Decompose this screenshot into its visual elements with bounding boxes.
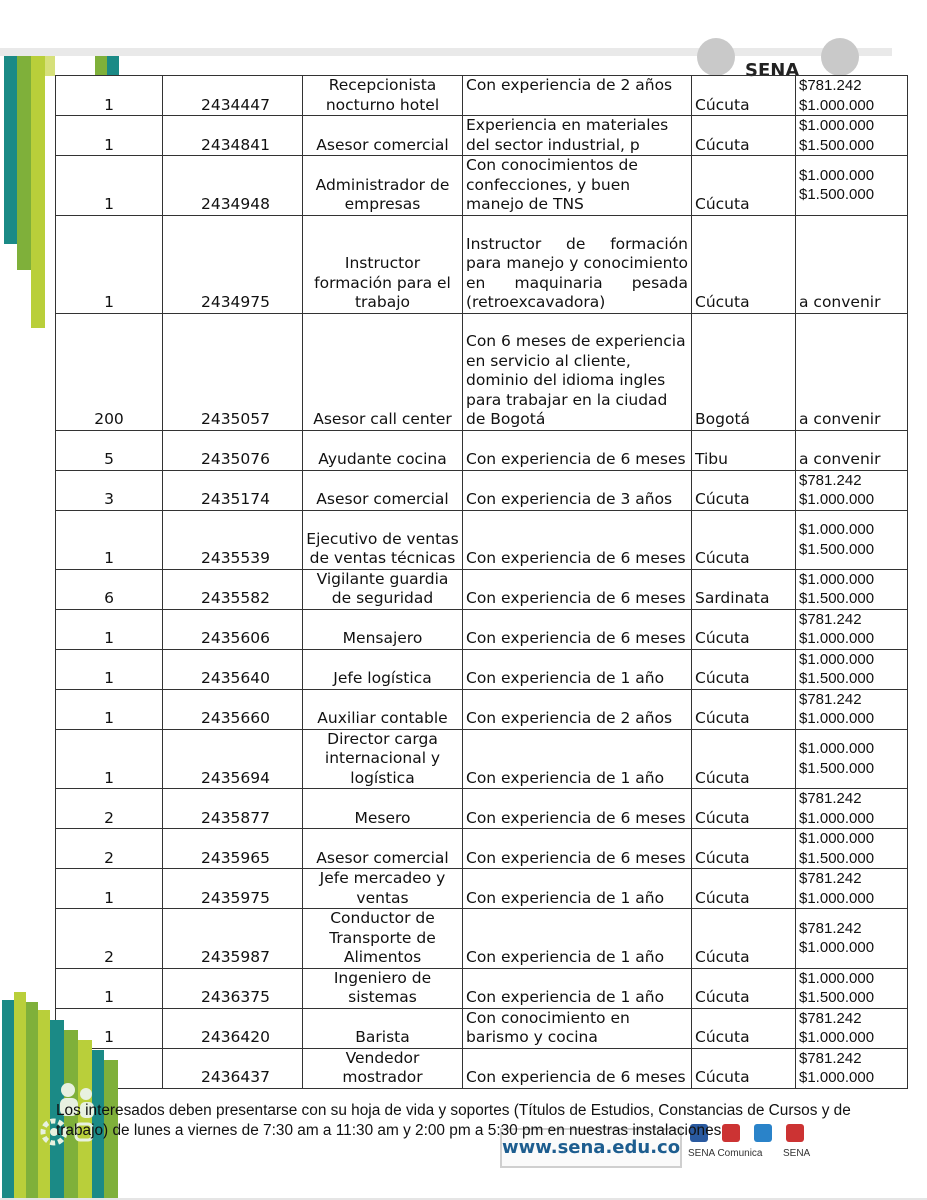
salary-cell	[796, 430, 908, 470]
city-cell: Cúcuta	[692, 729, 796, 789]
salary-value: $1.000.000	[799, 969, 875, 987]
position-cell: Mesero	[303, 789, 463, 829]
quantity-cell: 1	[56, 968, 163, 1008]
salary-value: $1.000.000	[799, 830, 875, 847]
salary-value: $1.500.000	[799, 759, 875, 777]
city-cell: Cúcuta	[692, 869, 796, 909]
table-row	[56, 430, 908, 470]
salary-cell	[796, 729, 908, 789]
requirements-cell: Con experiencia de 1 año	[463, 968, 692, 1008]
code-cell: 2435975	[163, 869, 303, 909]
position-cell: Recepcionista nocturno hotel	[303, 76, 463, 116]
position-cell: Barista	[303, 1008, 463, 1048]
table-row	[56, 829, 908, 869]
quantity-cell: 1	[56, 689, 163, 729]
quantity-cell: 1	[56, 76, 163, 116]
requirements-cell: Instructor de formación para manejo y conocimiento en maquinaria pesada (retroexcavadora)	[463, 215, 692, 313]
position-cell: Ayudante cocina	[303, 430, 463, 470]
salary-value: $1.500.000	[799, 136, 875, 154]
sena-logo-top	[697, 38, 861, 81]
position-cell: Auxiliar contable	[303, 689, 463, 729]
city-cell: Cúcuta	[692, 470, 796, 510]
city-cell: Cúcuta	[692, 609, 796, 649]
salary-value: $781.242	[799, 919, 862, 937]
salary-cell	[796, 569, 908, 609]
city-cell: Cúcuta	[692, 215, 796, 313]
position-cell: Vendedor mostrador	[303, 1048, 463, 1088]
salary-value: $781.242	[799, 790, 862, 807]
salary-value: $1.000.000	[799, 889, 875, 907]
salary-cell	[796, 1008, 908, 1048]
city-cell: Cúcuta	[692, 510, 796, 569]
table-row	[56, 156, 908, 216]
position-cell: Vigilante guardia de seguridad	[303, 569, 463, 609]
city-cell: Cúcuta	[692, 76, 796, 116]
job-offers-body	[56, 76, 908, 1089]
city-cell: Tibu	[692, 430, 796, 470]
code-cell: 2436420	[163, 1008, 303, 1048]
code-cell: 2434975	[163, 215, 303, 313]
code-cell: 2435606	[163, 609, 303, 649]
table-row	[56, 649, 908, 689]
quantity-cell: 1	[56, 649, 163, 689]
city-cell: Bogotá	[692, 313, 796, 430]
salary-value: $1.000.000	[799, 521, 875, 538]
salary-cell	[796, 789, 908, 829]
salary-value: $1.500.000	[799, 670, 875, 687]
salary-value: $1.500.000	[799, 849, 875, 867]
salary-value: $1.500.000	[799, 540, 875, 558]
table-row	[56, 789, 908, 829]
salary-value: a convenir	[799, 410, 881, 428]
table-row	[56, 1008, 908, 1048]
code-cell: 2435057	[163, 313, 303, 430]
table-row	[56, 76, 908, 116]
salary-value: $1.000.000	[799, 809, 875, 827]
position-cell: Jefe logística	[303, 649, 463, 689]
salary-cell	[796, 313, 908, 430]
salary-cell	[796, 609, 908, 649]
salary-value: a convenir	[799, 293, 881, 311]
salary-value: $1.000.000	[799, 740, 875, 758]
salary-value: $1.000.000	[799, 570, 875, 588]
position-cell: Ejecutivo de ventas de ventas técnicas	[303, 510, 463, 569]
requirements-cell: Con conocimiento en barismo y cocina	[463, 1008, 692, 1048]
quantity-cell: 200	[56, 313, 163, 430]
quantity-cell: 2	[56, 909, 163, 969]
quantity-cell: 1	[56, 1008, 163, 1048]
requirements-cell: Con experiencia de 6 meses	[463, 789, 692, 829]
salary-cell	[796, 689, 908, 729]
city-cell: Cúcuta	[692, 649, 796, 689]
salary-value: $781.242	[799, 610, 862, 628]
salary-value: $1.000.000	[799, 117, 875, 134]
code-cell: 2435174	[163, 470, 303, 510]
position-cell: Asesor call center	[303, 313, 463, 430]
sena-label: SENA	[783, 1148, 811, 1159]
code-cell: 2435582	[163, 569, 303, 609]
code-cell: 2435877	[163, 789, 303, 829]
code-cell: 2434447	[163, 76, 303, 116]
position-cell: Instructor formación para el trabajo	[303, 215, 463, 313]
salary-value: $781.242	[799, 471, 862, 489]
requirements-cell: Con experiencia de 1 año	[463, 649, 692, 689]
sena-comunica-label: SENA Comunica	[688, 1148, 763, 1159]
city-cell: Cúcuta	[692, 909, 796, 969]
quantity-cell: 1	[56, 609, 163, 649]
table-row	[56, 968, 908, 1008]
code-cell: 2435660	[163, 689, 303, 729]
city-cell: Cúcuta	[692, 689, 796, 729]
requirements-cell: Con experiencia de 6 meses	[463, 430, 692, 470]
code-cell: 2435640	[163, 649, 303, 689]
requirements-cell: Con experiencia de 2 años	[463, 76, 692, 116]
salary-cell	[796, 215, 908, 313]
requirements-cell: Con experiencia de 3 años	[463, 470, 692, 510]
salary-value: $1.000.000	[799, 166, 875, 184]
requirements-cell: Con experiencia de 1 año	[463, 909, 692, 969]
table-row	[56, 116, 908, 156]
requirements-cell: Con conocimientos de confecciones, y buen manejo de TNS	[463, 156, 692, 216]
table-row	[56, 569, 908, 609]
quantity-cell: 1	[56, 510, 163, 569]
quantity-cell: 1	[56, 156, 163, 216]
city-cell: Cúcuta	[692, 1008, 796, 1048]
table-row	[56, 869, 908, 909]
position-cell: Mensajero	[303, 609, 463, 649]
salary-value: $1.000.000	[799, 939, 875, 957]
city-cell: Sardinata	[692, 569, 796, 609]
quantity-cell: 1	[56, 215, 163, 313]
code-cell: 2435987	[163, 909, 303, 969]
salary-value: $1.000.000	[799, 491, 875, 508]
position-cell: Ingeniero de sistemas	[303, 968, 463, 1008]
requirements-cell: Con experiencia de 6 meses	[463, 510, 692, 569]
quantity-cell: 1	[56, 729, 163, 789]
table-row	[56, 609, 908, 649]
quantity-cell: 3	[56, 470, 163, 510]
requirements-cell: Experiencia en materiales del sector industrial, p	[463, 116, 692, 156]
quantity-cell: 1	[56, 869, 163, 909]
requirements-cell: Con experiencia de 6 meses	[463, 829, 692, 869]
salary-cell	[796, 470, 908, 510]
quantity-cell: 1	[56, 116, 163, 156]
salary-value: $1.000.000	[799, 1069, 875, 1086]
code-cell: 2436437	[163, 1048, 303, 1088]
code-cell: 2434948	[163, 156, 303, 216]
salary-cell	[796, 968, 908, 1008]
city-cell: Cúcuta	[692, 829, 796, 869]
requirements-cell: Con experiencia de 1 año	[463, 869, 692, 909]
requirements-cell: Con experiencia de 6 meses	[463, 569, 692, 609]
position-cell: Asesor comercial	[303, 116, 463, 156]
quantity-cell: 2	[56, 789, 163, 829]
salary-cell	[796, 909, 908, 969]
code-cell: 2436375	[163, 968, 303, 1008]
salary-value: $781.242	[799, 1009, 862, 1027]
table-row	[56, 215, 908, 313]
salary-value: $1.000.000	[799, 96, 875, 114]
position-cell: Asesor comercial	[303, 470, 463, 510]
position-cell: Jefe mercadeo y ventas	[303, 869, 463, 909]
code-cell: 2435965	[163, 829, 303, 869]
requirements-cell: Con experiencia de 6 meses	[463, 609, 692, 649]
salary-value: $1.000.000	[799, 630, 875, 647]
sena-logo-text: SENA	[745, 60, 800, 81]
salary-cell	[796, 510, 908, 569]
quantity-cell: 2	[56, 829, 163, 869]
city-cell: Cúcuta	[692, 1048, 796, 1088]
city-cell: Cúcuta	[692, 789, 796, 829]
quantity-cell: 6	[56, 569, 163, 609]
city-cell: Cúcuta	[692, 968, 796, 1008]
table-row	[56, 470, 908, 510]
quantity-cell: 5	[56, 430, 163, 470]
job-offers-table	[55, 75, 908, 1089]
salary-cell	[796, 649, 908, 689]
requirements-cell: Con experiencia de 1 año	[463, 729, 692, 789]
salary-value: a convenir	[799, 450, 881, 468]
position-cell: Asesor comercial	[303, 829, 463, 869]
position-cell: Director carga internacional y logística	[303, 729, 463, 789]
salary-value: $1.500.000	[799, 989, 875, 1006]
salary-value: $1.000.000	[799, 1029, 875, 1046]
requirements-cell: Con experiencia de 6 meses	[463, 1048, 692, 1088]
salary-cell	[796, 116, 908, 156]
code-cell: 2435076	[163, 430, 303, 470]
salary-value: $781.242	[799, 77, 862, 94]
position-cell: Conductor de Transporte de Alimentos	[303, 909, 463, 969]
code-cell: 2435539	[163, 510, 303, 569]
city-cell: Cúcuta	[692, 116, 796, 156]
salary-value: $1.500.000	[799, 186, 875, 204]
salary-value: $781.242	[799, 1049, 862, 1067]
website-url[interactable]: www.sena.edu.co	[500, 1128, 682, 1168]
code-cell: 2435694	[163, 729, 303, 789]
salary-cell	[796, 156, 908, 216]
salary-cell	[796, 829, 908, 869]
code-cell: 2434841	[163, 116, 303, 156]
salary-value: $781.242	[799, 690, 862, 708]
table-row	[56, 689, 908, 729]
position-cell: Administrador de empresas	[303, 156, 463, 216]
salary-value: $1.000.000	[799, 710, 875, 727]
salary-value: $1.000.000	[799, 650, 875, 668]
table-row	[56, 729, 908, 789]
salary-cell	[796, 76, 908, 116]
salary-value: $781.242	[799, 870, 862, 887]
table-row	[56, 313, 908, 430]
salary-value: $1.500.000	[799, 590, 875, 607]
requirements-cell: Con experiencia de 2 años	[463, 689, 692, 729]
salary-cell	[796, 869, 908, 909]
footer-note: Los interesados deben presentarse con su hoja de vida y soportes (Títulos de Estudios, Constancias de Cursos y de trabajo) de lunes a viernes de 7:30 am a 11:30 am y 2:00 pm a 5:30 pm en nuestras instalaciones	[56, 1102, 851, 1139]
city-cell: Cúcuta	[692, 156, 796, 216]
requirements-cell: Con 6 meses de experiencia en servicio al cliente, dominio del idioma ingles para trabajar en la ciudad de Bogotá	[463, 313, 692, 430]
table-row	[56, 909, 908, 969]
table-row	[56, 510, 908, 569]
